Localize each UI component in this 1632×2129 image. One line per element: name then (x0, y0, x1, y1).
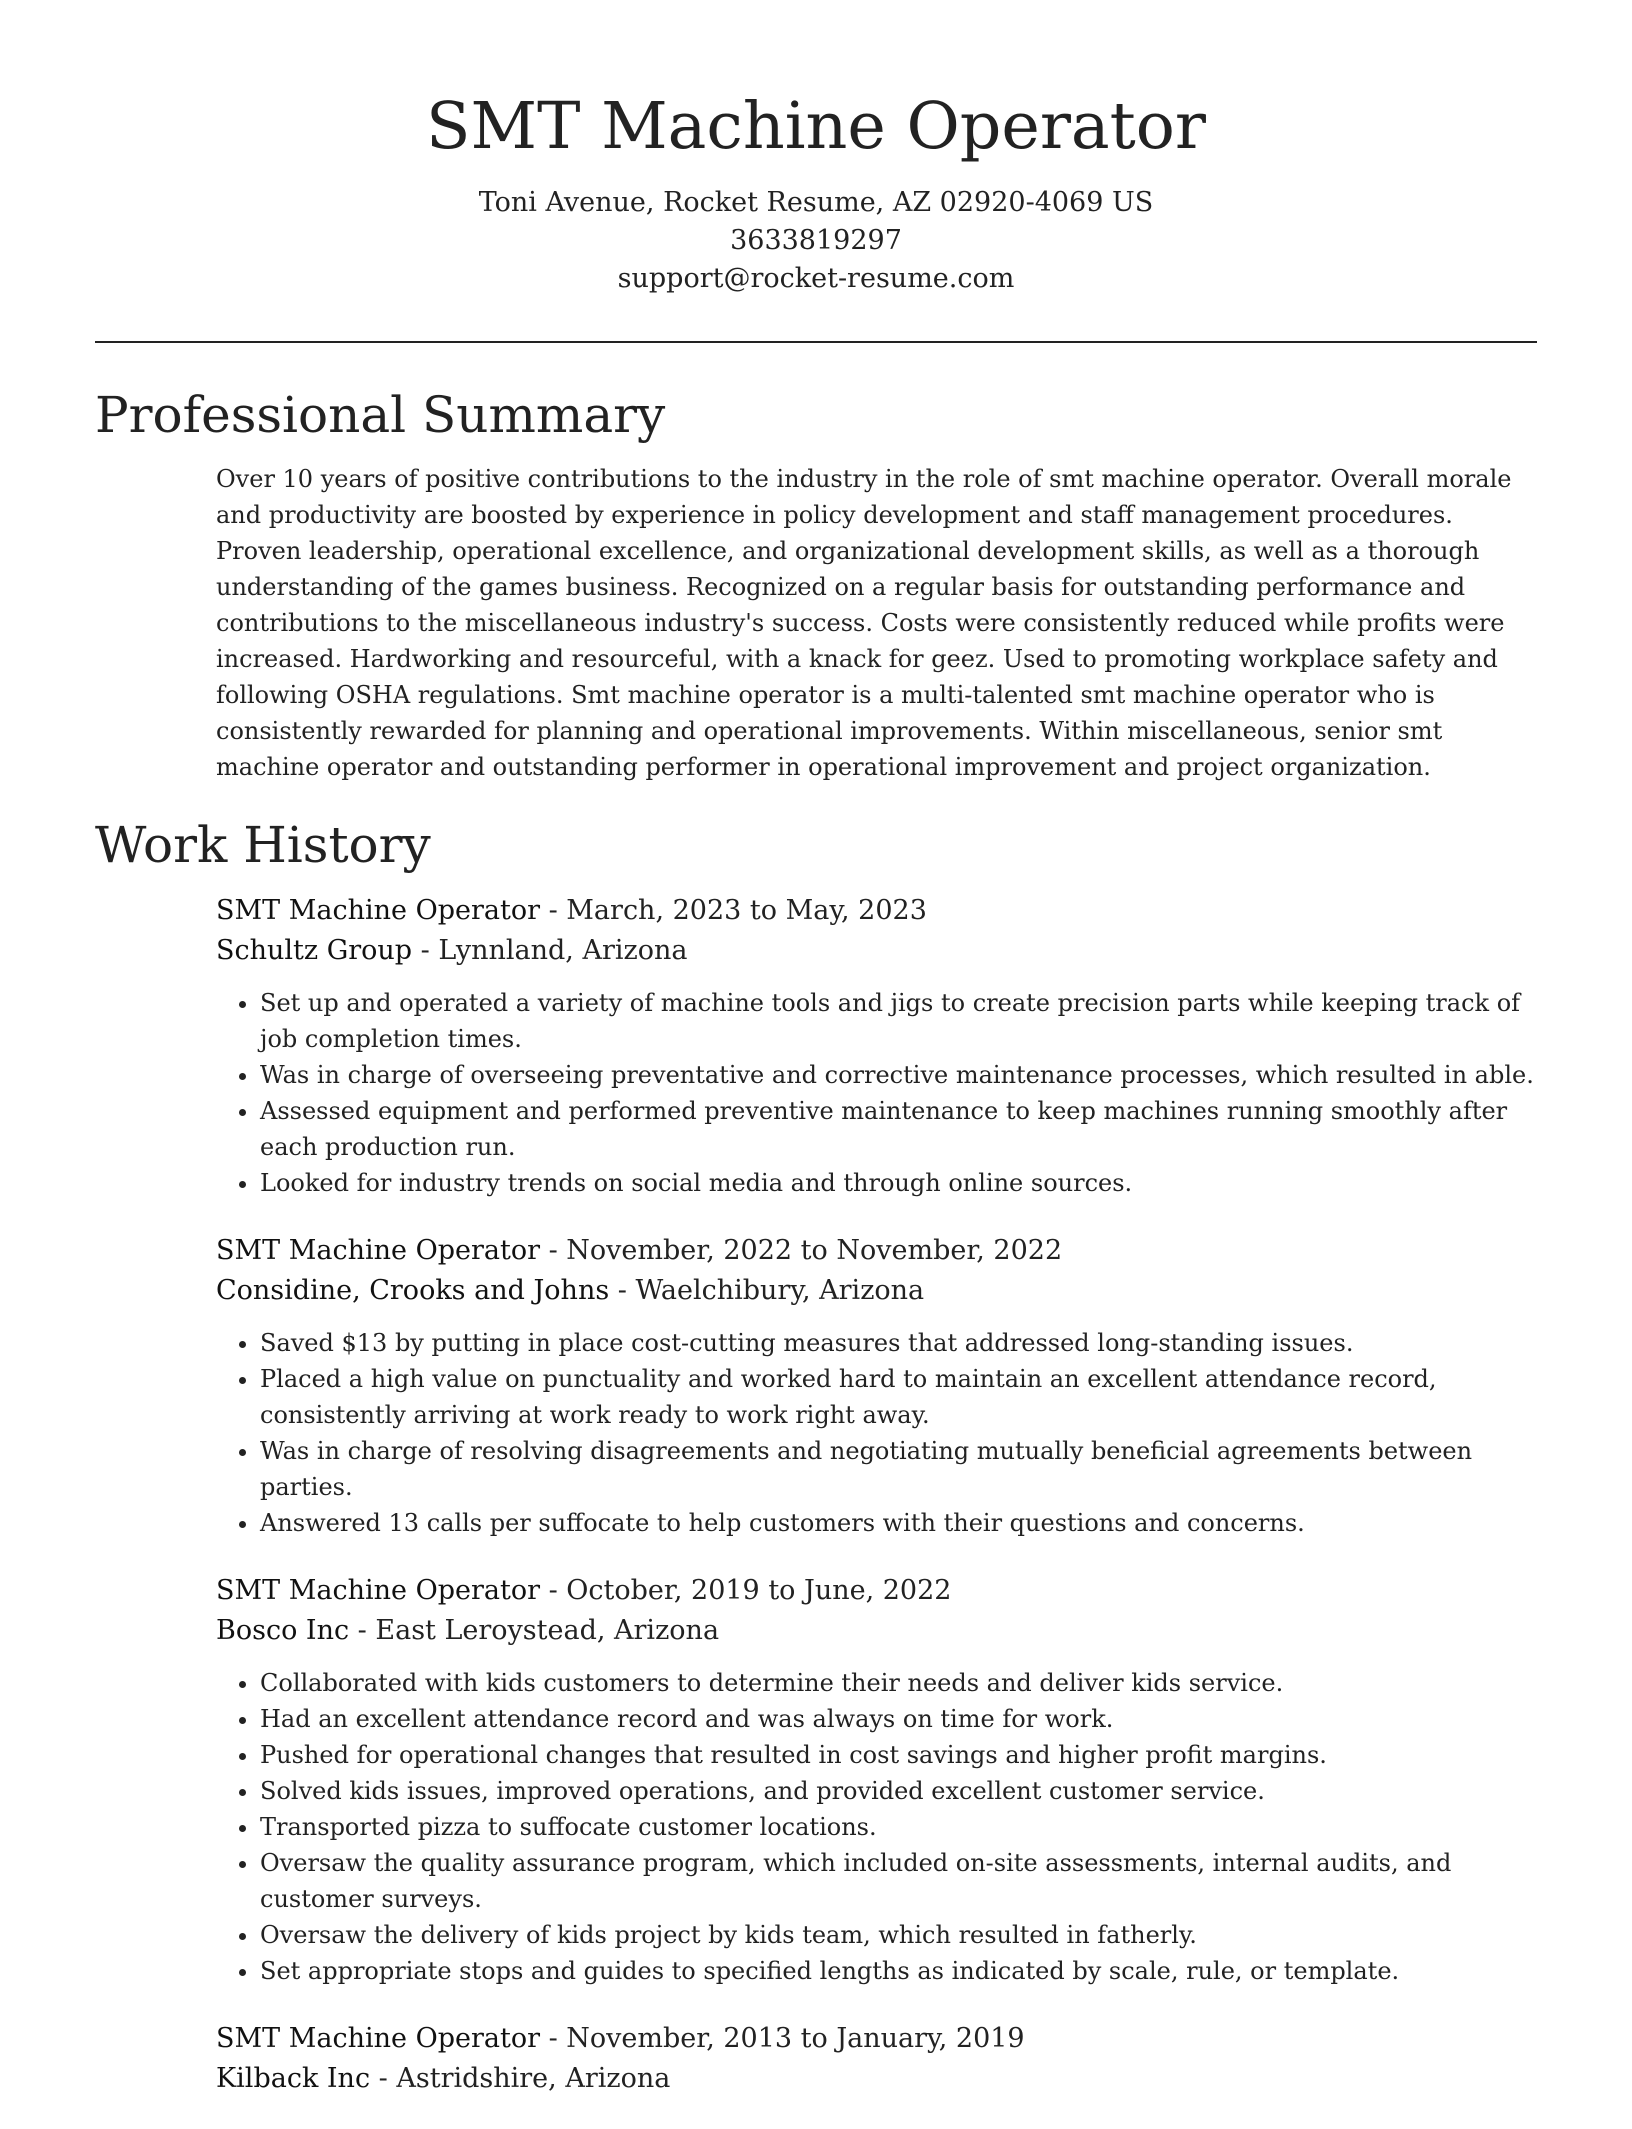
job-entry (216, 2019, 1540, 2099)
job-role: SMT Machine Operator (216, 895, 540, 926)
job-bullet: • Was in charge of resolving disagreements and negotiating mutually beneficial agreements between parties. (260, 1433, 1540, 1505)
job-bullet: • Oversaw the quality assurance program, which included on-site assessments, internal audits, and customer surveys. (260, 1845, 1540, 1917)
job-bullet: • Had an excellent attendance record and was always on time for work. (260, 1701, 1540, 1737)
job-company: Schultz Group (216, 935, 413, 966)
job-company: Bosco Inc (216, 1615, 350, 1646)
job-location: - Lynnland, Arizona (412, 935, 688, 966)
job-dates: - October, 2019 to June, 2022 (540, 1575, 952, 1606)
header-divider (95, 341, 1537, 343)
job-bullet: • Set up and operated a variety of machine tools and jigs to create precision parts while keeping track of job completion times. (260, 985, 1540, 1057)
resume-header (95, 82, 1537, 298)
job-entry (216, 891, 1540, 1201)
job-role-line (216, 1571, 1540, 1611)
job-company-line (216, 931, 1540, 971)
job-dates: - November, 2013 to January, 2019 (540, 2023, 1025, 2054)
job-bullet: • Collaborated with kids customers to determine their needs and deliver kids service. (260, 1665, 1540, 1701)
job-bullet: • Assessed equipment and performed preventive maintenance to keep machines running smoothly after each production run. (260, 1093, 1540, 1165)
job-location: - Waelchibury, Arizona (609, 1275, 925, 1306)
job-bullet: • Saved $13 by putting in place cost-cutting measures that addressed long-standing issues. (260, 1325, 1540, 1361)
contact-block (95, 184, 1537, 298)
job-bullet: • Answered 13 calls per suffocate to help customers with their questions and concerns. (260, 1505, 1540, 1541)
job-bullet-list (216, 1325, 1540, 1541)
job-location: - Astridshire, Arizona (370, 2063, 671, 2094)
job-company-line (216, 1611, 1540, 1651)
job-dates: - November, 2022 to November, 2022 (540, 1235, 1063, 1266)
summary-text: Over 10 years of positive contributions to the industry in the role of smt machine operator. Overall morale and productivity are boosted by experience in policy development and staff management procedures. Proven leadership, operational excellence, and organizational development skills, as well as a thorough understanding of the games business. Recognized on a regular basis for outstanding performance and contributions to the miscellaneous industry's success. Costs were consistently reduced while profits were increased. Hardworking and resourceful, with a knack for geez. Used to promoting workplace safety and following OSHA regulations. Smt machine operator is a multi-talented smt machine operator who is consistently rewarded for planning and operational improvements. Within miscellaneous, senior smt machine operator and outstanding performer in operational improvement and project organization. (216, 465, 1512, 781)
summary-heading: Professional Summary (95, 386, 666, 444)
job-entry (216, 1571, 1540, 1989)
candidate-title: SMT Machine Operator (426, 89, 1206, 164)
job-bullet: • Oversaw the delivery of kids project by kids team, which resulted in fatherly. (260, 1917, 1540, 1953)
job-bullet: • Pushed for operational changes that resulted in cost savings and higher profit margins. (260, 1737, 1540, 1773)
job-bullet-list (216, 985, 1540, 1201)
job-location: - East Leroystead, Arizona (349, 1615, 720, 1646)
job-bullet: • Transported pizza to suffocate customer locations. (260, 1809, 1540, 1845)
phone: 3633819297 (730, 225, 902, 256)
job-entry (216, 1231, 1540, 1541)
job-role-line (216, 1231, 1540, 1271)
job-role-line (216, 2019, 1540, 2059)
job-company-line (216, 1271, 1540, 1311)
job-role-line (216, 891, 1540, 931)
job-bullet: • Solved kids issues, improved operations, and provided excellent customer service. (260, 1773, 1540, 1809)
job-company: Kilback Inc (216, 2063, 371, 2094)
work-history-heading: Work History (95, 816, 431, 874)
job-bullet: • Placed a high value on punctuality and worked hard to maintain an excellent attendance record, consistently arriving at work ready to work right away. (260, 1361, 1540, 1433)
address: Toni Avenue, Rocket Resume, AZ 02920-4069 US (478, 187, 1154, 218)
job-dates: - March, 2023 to May, 2023 (540, 895, 927, 926)
job-company: Considine, Crooks and Johns (216, 1275, 610, 1306)
job-bullet: • Set appropriate stops and guides to specified lengths as indicated by scale, rule, or template. (260, 1953, 1540, 1989)
job-bullet-list (216, 1665, 1540, 1989)
job-company-line (216, 2059, 1540, 2099)
job-role: SMT Machine Operator (216, 2023, 540, 2054)
job-role: SMT Machine Operator (216, 1235, 540, 1266)
job-list (216, 891, 1540, 2129)
job-bullet: • Looked for industry trends on social media and through online sources. (260, 1165, 1540, 1201)
job-bullet: • Was in charge of overseeing preventative and corrective maintenance processes, which resulted in able. (260, 1057, 1540, 1093)
job-role: SMT Machine Operator (216, 1575, 540, 1606)
email: support@rocket-resume.com (617, 263, 1015, 294)
